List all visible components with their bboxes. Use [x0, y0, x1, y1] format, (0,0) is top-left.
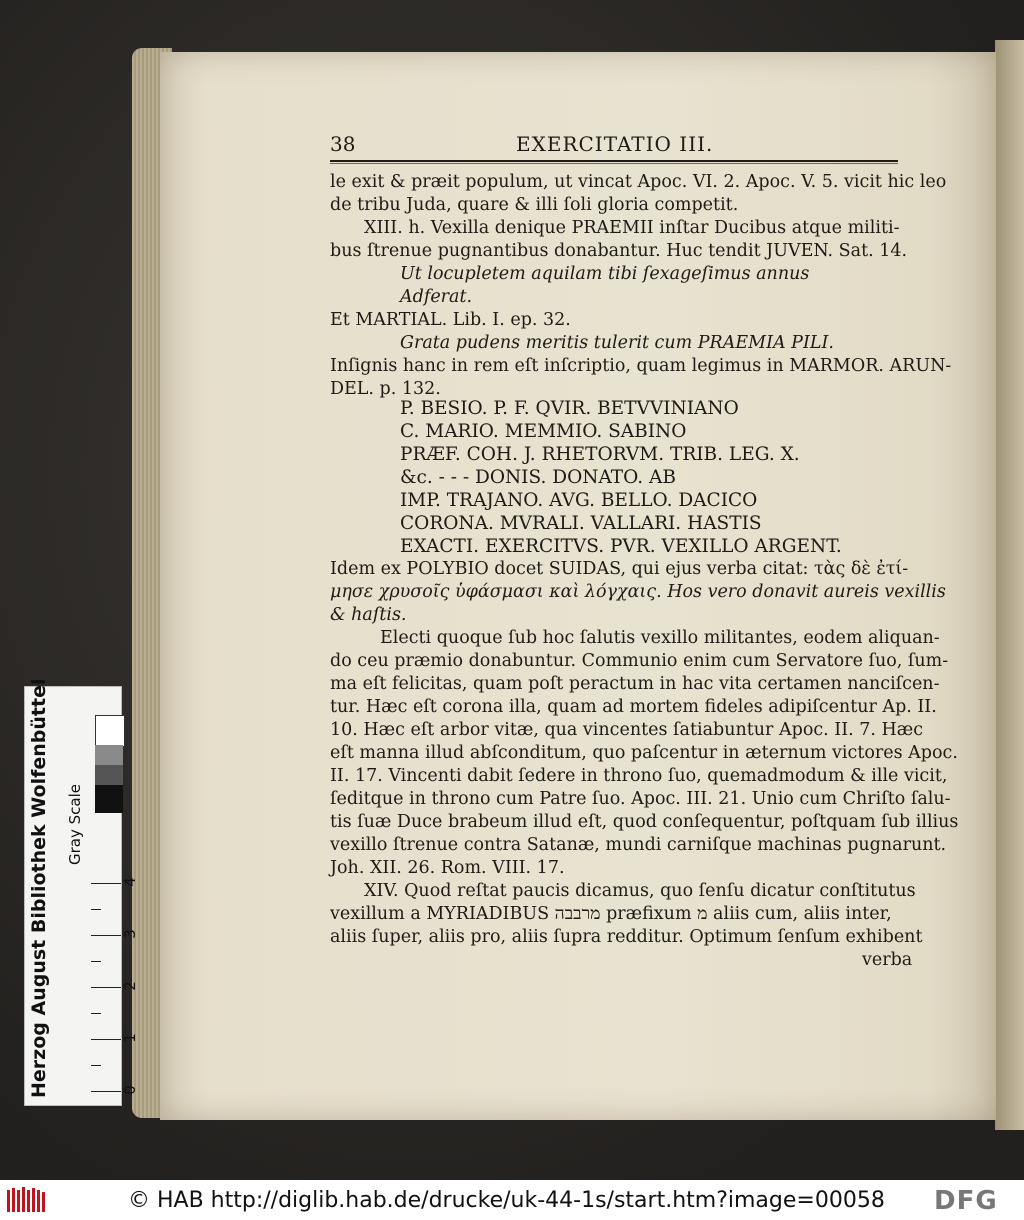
inscription-line: PRÆF. COH. J. RHETORVM. TRIB. LEG. X. — [400, 444, 800, 465]
ruler-tick — [91, 1013, 101, 1014]
text-line: XIV. Quod reſtat paucis dicamus, quo ſenſu dicatur conſtitutus — [364, 881, 916, 901]
text-line: & haſtis. — [330, 605, 407, 625]
text-line: tur. Hæc eſt corona illa, quam ad mortem fideles adipiſcentur Ap. II. — [330, 697, 937, 717]
dfg-logo: DFG — [934, 1186, 998, 1216]
ruler-tick — [91, 961, 101, 962]
inscription-line: P. BESIO. P. F. QVIR. BETVVINIANO — [400, 398, 739, 419]
inscription-line: C. MARIO. MEMMIO. SABINO — [400, 421, 687, 442]
text-line: vexillum a MYRIADIBUS מרבבה præfixum מ aliis cum, aliis inter, — [330, 904, 892, 924]
verse-line: Ut locupletem aquilam tibi ſexageſimus annus — [400, 264, 810, 284]
ruler-tick — [91, 935, 121, 936]
text-line: μησε χρυσοῖς ὑφάσμασι καὶ λόγχαις. Hos vero donavit aureis vexillis — [330, 582, 946, 602]
inscription-line: EXACTI. EXERCITVS. PVR. VEXILLO ARGENT. — [400, 536, 842, 557]
text-line: II. 17. Vincenti dabit ſedere in throno ſuo, quemadmodum & ille vicit, — [330, 766, 948, 786]
ruler-number: 4 — [120, 877, 139, 887]
text-line: tis ſuæ Duce brabeum illud eſt, quod conſequentur, poſtquam ſub illius — [330, 812, 959, 832]
text-line: Joh. XII. 26. Rom. VIII. 17. — [330, 858, 565, 878]
text-line: Inſignis hanc in rem eſt inſcriptio, quam legimus in MARMOR. ARUN- — [330, 356, 952, 376]
verse-line: Adferat. — [400, 287, 473, 307]
running-head: EXERCITATIO III. — [516, 132, 714, 156]
gray-swatch-mid — [95, 745, 123, 765]
text-line: 10. Hæc eſt arbor vitæ, qua vincentes ſatiabuntur Apoc. II. 7. Hæc — [330, 720, 924, 740]
page-number: 38 — [330, 132, 356, 156]
catchword: verba — [862, 950, 913, 970]
ruler-tick — [91, 1091, 121, 1092]
verse-line: Grata pudens meritis tulerit cum PRAEMIA PILI. — [400, 333, 834, 353]
ruler-number: 0 — [120, 1085, 139, 1095]
ruler-tick — [91, 1039, 121, 1040]
header-rule-thin — [330, 163, 898, 164]
footer-url[interactable]: © HAB http://diglib.hab.de/drucke/uk-44-1s/start.htm?image=00058 — [128, 1188, 885, 1213]
text-line: do ceu præmio donabuntur. Communio enim cum Servatore ſuo, ſum- — [330, 651, 949, 671]
text-line: Et MARTIAL. Lib. I. ep. 32. — [330, 310, 571, 330]
ruler-title: Herzog August Bibliothek Wolfenbüttel — [28, 678, 50, 1098]
inscription-line: IMP. TRAJANO. AVG. BELLO. DACICO — [400, 490, 758, 511]
ruler-number: 3 — [120, 929, 139, 939]
gray-swatch-black — [95, 785, 123, 813]
text-line: eſt manna illud abſconditum, quo paſcentur in æternum victores Apoc. — [330, 743, 958, 763]
text-line: bus ſtrenue pugnantibus donabantur. Huc tendit JUVEN. Sat. 14. — [330, 241, 908, 261]
ruler-tick — [91, 883, 121, 884]
text-line: le exit & præit populum, ut vincat Apoc. VI. 2. Apoc. V. 5. vicit hic leo — [330, 172, 947, 192]
inscription-line: &c. - - - DONIS. DONATO. AB — [400, 467, 676, 488]
footer-bar — [0, 1180, 1024, 1220]
ruler-tick — [91, 1065, 101, 1066]
gray-swatch-dark — [95, 765, 123, 785]
hab-logo-icon — [6, 1186, 46, 1214]
gray-swatch-white — [95, 715, 125, 747]
text-line: ma eſt felicitas, quam poſt peractum in hac vita certamen nanciſcen- — [330, 674, 940, 694]
text-line: de tribu Juda, quare & illi ſoli gloria competit. — [330, 195, 739, 215]
text-line: vexillo ſtrenue contra Satanæ, mundi carniſque machinas pugnarunt. — [330, 835, 947, 855]
text-line: XIII. h. Vexilla denique PRAEMII inſtar Ducibus atque militi- — [364, 218, 900, 238]
right-leaf — [995, 40, 1024, 1130]
text-line: aliis ſuper, aliis pro, aliis ſupra redditur. Optimum ſenſum exhibent — [330, 927, 923, 947]
ruler-tick — [91, 909, 101, 910]
inscription-line: CORONA. MVRALI. VALLARI. HASTIS — [400, 513, 762, 534]
ruler-tick — [91, 987, 121, 988]
text-line: Electi quoque ſub hoc ſalutis vexillo militantes, eodem aliquan- — [380, 628, 940, 648]
header-rule — [330, 160, 898, 162]
text-line: DEL. p. 132. — [330, 379, 441, 399]
gray-scale-label: Gray Scale — [66, 784, 84, 865]
ruler-number: 1 — [120, 1033, 139, 1043]
text-line: ſeditque in throno cum Patre ſuo. Apoc. III. 21. Unio cum Chriſto ſalu- — [330, 789, 951, 809]
ruler-number: 2 — [120, 981, 139, 991]
text-line: Idem ex POLYBIO docet SUIDAS, qui ejus verba citat: τὰς δὲ ἐτί- — [330, 559, 909, 579]
